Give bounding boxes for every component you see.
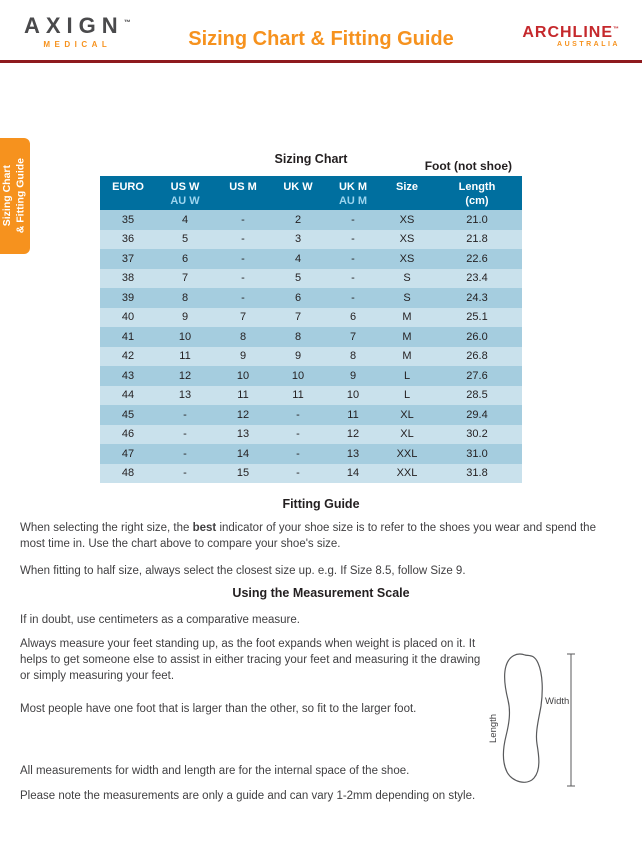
table-cell: 13	[214, 425, 272, 445]
fitting-guide-title: Fitting Guide	[282, 497, 360, 511]
table-row	[100, 425, 522, 445]
table-cell: 7	[214, 308, 272, 328]
table-cell: 41	[100, 327, 156, 347]
table-header-line: AU M	[338, 194, 368, 207]
table-cell: 10	[272, 366, 324, 386]
table-header-row	[100, 176, 522, 210]
table-cell: 26.0	[432, 327, 522, 347]
table-cell: -	[324, 210, 382, 230]
archline-logo-name	[522, 24, 620, 42]
table-cell: 9	[156, 308, 214, 328]
archline-logo-text: ARCHLINE	[522, 24, 613, 41]
table-cell: 8	[214, 327, 272, 347]
fitting-guide-paragraph-1-bold: best	[192, 522, 217, 534]
side-tab-line2: & Fitting Guide	[15, 158, 27, 234]
table-cell: 23.4	[432, 269, 522, 289]
table-row	[100, 347, 522, 367]
table-cell: -	[156, 405, 214, 425]
table-cell: M	[382, 347, 432, 367]
table-cell: 22.6	[432, 249, 522, 269]
table-cell: 11	[272, 386, 324, 406]
table-cell: L	[382, 386, 432, 406]
table-cell: 5	[156, 230, 214, 250]
table-cell: 10	[156, 327, 214, 347]
table-cell: 2	[272, 210, 324, 230]
table-header-cell	[382, 176, 432, 210]
table-cell: 12	[214, 405, 272, 425]
table-cell: 5	[272, 269, 324, 289]
table-cell: L	[382, 366, 432, 386]
table-cell: -	[324, 249, 382, 269]
table-cell: M	[382, 308, 432, 328]
table-cell: -	[272, 425, 324, 445]
table-cell: XS	[382, 249, 432, 269]
axign-logo	[24, 13, 131, 49]
table-cell: 43	[100, 366, 156, 386]
table-cell: 31.8	[432, 464, 522, 484]
table-row	[100, 308, 522, 328]
axign-logo-subtext: MEDICAL	[43, 40, 112, 49]
table-row	[100, 386, 522, 406]
table-cell: XL	[382, 425, 432, 445]
table-cell: 11	[214, 386, 272, 406]
table-cell: S	[382, 269, 432, 289]
table-cell: 37	[100, 249, 156, 269]
table-header-line: AU W	[170, 194, 200, 207]
axign-logo-text: AXIGN	[24, 13, 124, 38]
table-row	[100, 230, 522, 250]
table-cell: -	[324, 269, 382, 289]
table-cell: 12	[156, 366, 214, 386]
table-cell: 8	[272, 327, 324, 347]
table-cell: 48	[100, 464, 156, 484]
table-row	[100, 210, 522, 230]
table-cell: -	[272, 464, 324, 484]
axign-logo-name	[24, 13, 131, 39]
table-row	[100, 288, 522, 308]
measurement-paragraph-1: If in doubt, use centimeters as a comparative measure.	[20, 614, 300, 626]
foot-not-shoe-label: Foot (not shoe)	[424, 159, 512, 173]
table-cell: 27.6	[432, 366, 522, 386]
table-header-line: US M	[229, 181, 257, 193]
table-cell: -	[214, 288, 272, 308]
measurement-scale-title: Using the Measurement Scale	[232, 586, 410, 600]
sizing-table-head	[100, 176, 522, 210]
table-cell: 4	[272, 249, 324, 269]
table-cell: XL	[382, 405, 432, 425]
table-cell: 13	[156, 386, 214, 406]
table-cell: 7	[272, 308, 324, 328]
fitting-guide-paragraph-1-pre: When selecting the right size, the	[20, 522, 193, 534]
measurement-paragraph-3: Most people have one foot that is larger than the other, so fit to the larger foot.	[20, 703, 417, 715]
table-header-cell	[272, 176, 324, 210]
table-cell: 11	[156, 347, 214, 367]
table-cell: -	[156, 464, 214, 484]
table-cell: 29.4	[432, 405, 522, 425]
table-cell: 10	[214, 366, 272, 386]
table-cell: 35	[100, 210, 156, 230]
table-cell: 39	[100, 288, 156, 308]
table-cell: 21.8	[432, 230, 522, 250]
table-cell: -	[214, 230, 272, 250]
table-cell: 12	[324, 425, 382, 445]
table-cell: XS	[382, 230, 432, 250]
table-cell: 6	[272, 288, 324, 308]
table-row	[100, 366, 522, 386]
sizing-table-body	[100, 210, 522, 483]
table-cell: -	[156, 425, 214, 445]
table-cell: 40	[100, 308, 156, 328]
table-cell: 9	[214, 347, 272, 367]
table-cell: 38	[100, 269, 156, 289]
table-cell: -	[272, 405, 324, 425]
archline-tm-mark: ™	[613, 26, 620, 33]
measurement-paragraph-4: All measurements for width and length are for the internal space of the shoe.	[20, 765, 410, 777]
table-cell: 6	[156, 249, 214, 269]
table-header-line: US W	[170, 181, 200, 193]
table-header-line: EURO	[112, 181, 144, 193]
table-cell: 24.3	[432, 288, 522, 308]
table-cell: 15	[214, 464, 272, 484]
table-cell: 45	[100, 405, 156, 425]
fitting-guide-paragraph-2: When fitting to half size, always select the closest size up. e.g. If Size 8.5, follow Size 9.	[20, 565, 466, 577]
table-row	[100, 249, 522, 269]
table-header-cell	[214, 176, 272, 210]
sizing-chart-title: Sizing Chart	[274, 152, 348, 166]
table-header-cell	[432, 176, 522, 210]
table-row	[100, 269, 522, 289]
measurement-paragraph-2: Always measure your feet standing up, as the foot expands when weight is placed on it. It helps to get someone else to assist in either tracing your feet and measuring it the drawing or simply measuring your feet.	[20, 638, 481, 683]
axign-tm-mark: ™	[123, 19, 131, 27]
table-row	[100, 327, 522, 347]
table-row	[100, 444, 522, 464]
table-cell: -	[214, 210, 272, 230]
table-header-line: (cm)	[465, 194, 489, 207]
archline-logo	[522, 24, 620, 48]
table-cell: 3	[272, 230, 324, 250]
table-cell: XXL	[382, 464, 432, 484]
table-cell: 6	[324, 308, 382, 328]
table-header-line: UK M	[338, 181, 368, 193]
table-cell: 7	[324, 327, 382, 347]
table-cell: XS	[382, 210, 432, 230]
table-cell: 9	[324, 366, 382, 386]
table-header-cell	[100, 176, 156, 210]
table-cell: 11	[324, 405, 382, 425]
table-cell: -	[324, 230, 382, 250]
table-cell: 14	[324, 464, 382, 484]
table-cell: 21.0	[432, 210, 522, 230]
table-cell: 31.0	[432, 444, 522, 464]
measurement-paragraph-5: Please note the measurements are only a guide and can vary 1-2mm depending on style.	[20, 790, 476, 802]
table-cell: 26.8	[432, 347, 522, 367]
table-cell: 28.5	[432, 386, 522, 406]
table-cell: 42	[100, 347, 156, 367]
table-header-line: Size	[395, 181, 418, 193]
side-tab-line1: Sizing Chart	[1, 165, 14, 227]
table-cell: 13	[324, 444, 382, 464]
table-cell: M	[382, 327, 432, 347]
table-header-cell	[156, 176, 214, 210]
width-label: Width	[545, 696, 570, 707]
table-cell: -	[214, 269, 272, 289]
side-tab-label	[1, 158, 28, 233]
table-cell: 10	[324, 386, 382, 406]
table-cell: 8	[324, 347, 382, 367]
foot-outline-icon	[504, 654, 543, 782]
table-cell: -	[272, 444, 324, 464]
table-header-line: UK W	[283, 181, 313, 193]
table-cell: 30.2	[432, 425, 522, 445]
table-cell: 25.1	[432, 308, 522, 328]
fitting-guide-paragraph-1	[20, 520, 624, 552]
foot-measurement-diagram	[487, 648, 579, 790]
table-cell: 36	[100, 230, 156, 250]
table-cell: -	[324, 288, 382, 308]
page-title: Sizing Chart & Fitting Guide	[188, 28, 454, 50]
table-cell: 7	[156, 269, 214, 289]
table-cell: -	[214, 249, 272, 269]
table-cell: 4	[156, 210, 214, 230]
table-cell: 47	[100, 444, 156, 464]
table-cell: 8	[156, 288, 214, 308]
table-cell: -	[156, 444, 214, 464]
table-cell: 9	[272, 347, 324, 367]
fitting-guide-paragraph-1-post: indicator of your shoe size is to refer to the shoes you wear and spend the most time in. Use the chart above to compare your shoe's size.	[20, 522, 596, 551]
table-row	[100, 464, 522, 484]
table-cell: XXL	[382, 444, 432, 464]
table-header-cell	[324, 176, 382, 210]
archline-logo-subtext: AUSTRALIA	[557, 41, 620, 48]
table-cell: 14	[214, 444, 272, 464]
table-cell: 46	[100, 425, 156, 445]
side-tab	[0, 138, 30, 254]
length-label: Length	[488, 713, 499, 743]
table-row	[100, 405, 522, 425]
table-cell: S	[382, 288, 432, 308]
table-cell: 44	[100, 386, 156, 406]
sizing-table	[100, 176, 522, 483]
table-header-line: Length	[458, 181, 496, 193]
header-rule	[0, 60, 642, 63]
